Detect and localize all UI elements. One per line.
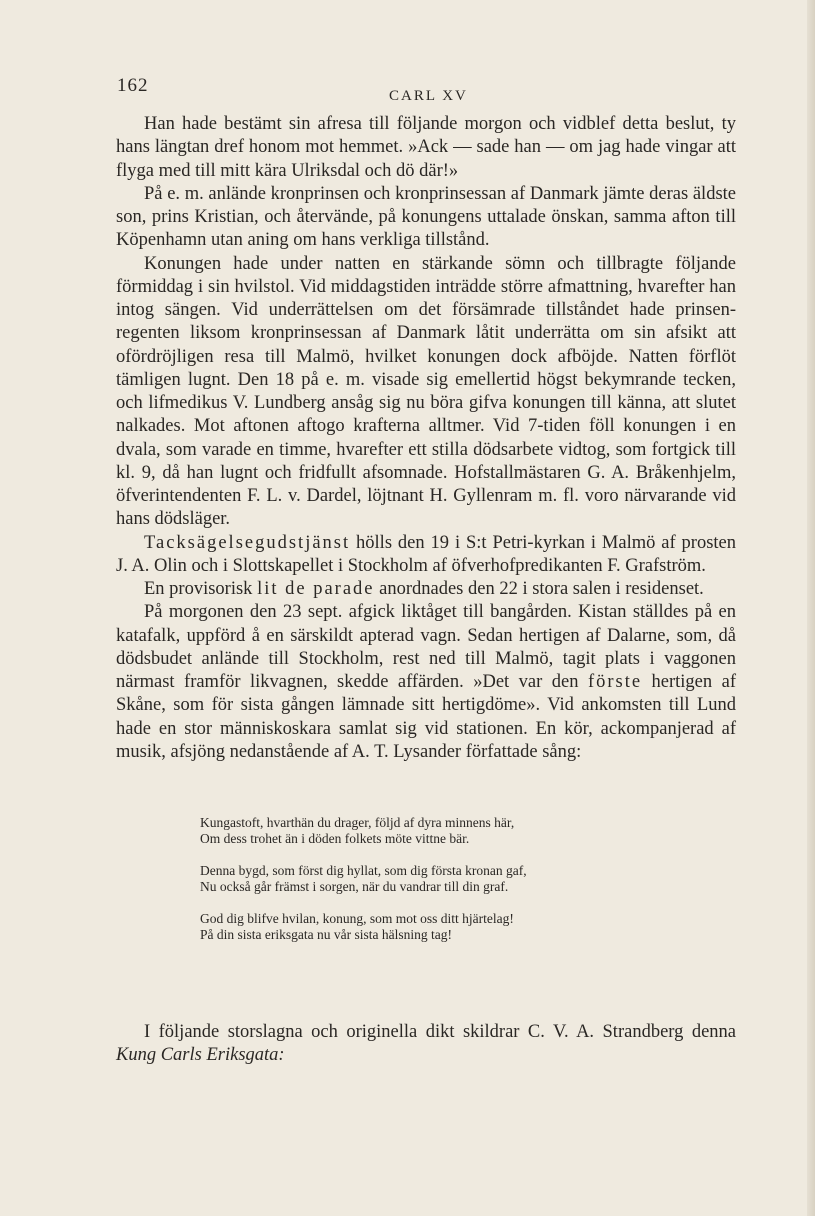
closing-text-block: [116, 1021, 736, 1068]
lit-de-parade-after: anordnades den 22 i stora salen i residenset.: [374, 579, 704, 599]
thanksgiving-text: hölls den 19 i S:t Petri-kyrkan i Malmö af prosten J. A. Olin och i Slottskapellet i Stockholm af öfverhofpredikanten F. Grafström.: [116, 532, 736, 576]
page-edge-shadow: [807, 0, 815, 1216]
departure-after: hertigen af Skåne, som för sista gången lämnade sitt hertigdöme». Vid ankomsten till Lund hade en stor människoskara samlat sig vid stationen. En kör, ackompanjerad af musik, afsjöng nedanstående af A. T. Lysander författade sång:: [116, 672, 736, 762]
closing-text: I följande storslagna och originella dikt skildrar C. V. A. Strandberg denna: [144, 1022, 736, 1042]
poem-line: På din sista eriksgata nu vår sista hälsning tag!: [200, 927, 452, 942]
poem-stanza: [200, 911, 640, 943]
page-number: 162: [117, 75, 149, 96]
spaced-term-lit-de-parade: lit de parade: [257, 579, 375, 599]
poem-line: Nu också går främst i sorgen, när du vandrar till din graf.: [200, 879, 509, 894]
paragraph-departure-plan: Han hade bestämt sin afresa till följande morgon och vidblef detta beslut, ty hans längtan dref honom mot hemmet. »Ack — sade han — om jag hade vingar att flyga med till mitt kära Ulriksdal och dö där!»: [116, 114, 736, 181]
running-head: CARL XV: [389, 88, 468, 104]
poem-stanza: [200, 815, 640, 847]
spaced-term-thanksgiving: Tacksägelsegudstjänst: [144, 532, 351, 553]
poem: [200, 815, 640, 943]
poem-line: Om dess trohet än i döden folkets möte vittne bär.: [200, 831, 470, 846]
paragraph-funeral-train: [116, 601, 736, 764]
poem-stanza: [200, 863, 640, 895]
paragraph-danish-visit: På e. m. anlände kronprinsen och kronprinsessan af Danmark jämte deras äldste son, prins Kristian, och återvände, på konungens uttalade önskan, samma afton till Köpenhamn utan aning om hans verkliga tillstånd.: [116, 183, 736, 251]
paragraph-lit-de-parade: [116, 578, 736, 601]
poem-line: Denna bygd, som först dig hyllat, som dig första kronan gaf,: [200, 863, 527, 878]
paragraph-death: Konungen hade under natten en stärkande sömn och tillbragte följande förmiddag i sin hvilstol. Vid middagstiden inträdde större afmattning, hvarefter han intog sängen. Vid underrättelsen om det försämrade tillståndet hade prinsen-regenten liksom kronprinsessan af Danmark låtit underrätta om sin afsikt att ofördröjligen resa till Malmö, hvilket konungen dock afböjde. Natten förflöt tämligen lugnt. Den 18 på e. m. visade sig emellertid högst bekymrande tecken, och lifmedikus V. Lundberg ansåg sig nu böra gifva konungen till känna, att slutet nalkades. Mot aftonen aftogo krafterna alltmer. Vid 7-tiden föll konungen i en dvala, som varade en timme, hvarefter ett stilla dödsarbete vidtog, som fortgick till kl. 9, då han lugnt och fridfullt afsomnade. Hofstallmästaren G. A. Bråkenhjelm, öfverintendenten F. L. v. Dardel, löjtnant H. Gyllenram m. fl. voro närvarande vid hans dödsläger.: [116, 253, 736, 530]
spaced-term-forste: förste: [587, 672, 643, 692]
poem-title: Kung Carls Eriksgata:: [116, 1045, 285, 1066]
departure-before: På morgonen den 23 sept. afgick liktåget till bangården. Kistan ställdes på en katafalk, uppförd å en särskildt apterad vagn. Sedan hertigen af Dalarne, som, då dödsbudet anlände till Stockholm, rest ned till Malmö, tagit plats i vaggonen närmast framför likvagnen, skedde affärden. »Det var den: [116, 602, 736, 692]
poem-line: God dig blifve hvilan, konung, som mot oss ditt hjärtelag!: [200, 911, 514, 926]
body-text: [116, 113, 736, 764]
lit-de-parade-before: En provisorisk: [144, 579, 258, 599]
poem-line: Kungastoft, hvarthän du drager, följd af dyra minnens här,: [200, 815, 515, 830]
closing-paragraph: [116, 1021, 736, 1068]
paragraph-thanksgiving: [116, 532, 736, 579]
